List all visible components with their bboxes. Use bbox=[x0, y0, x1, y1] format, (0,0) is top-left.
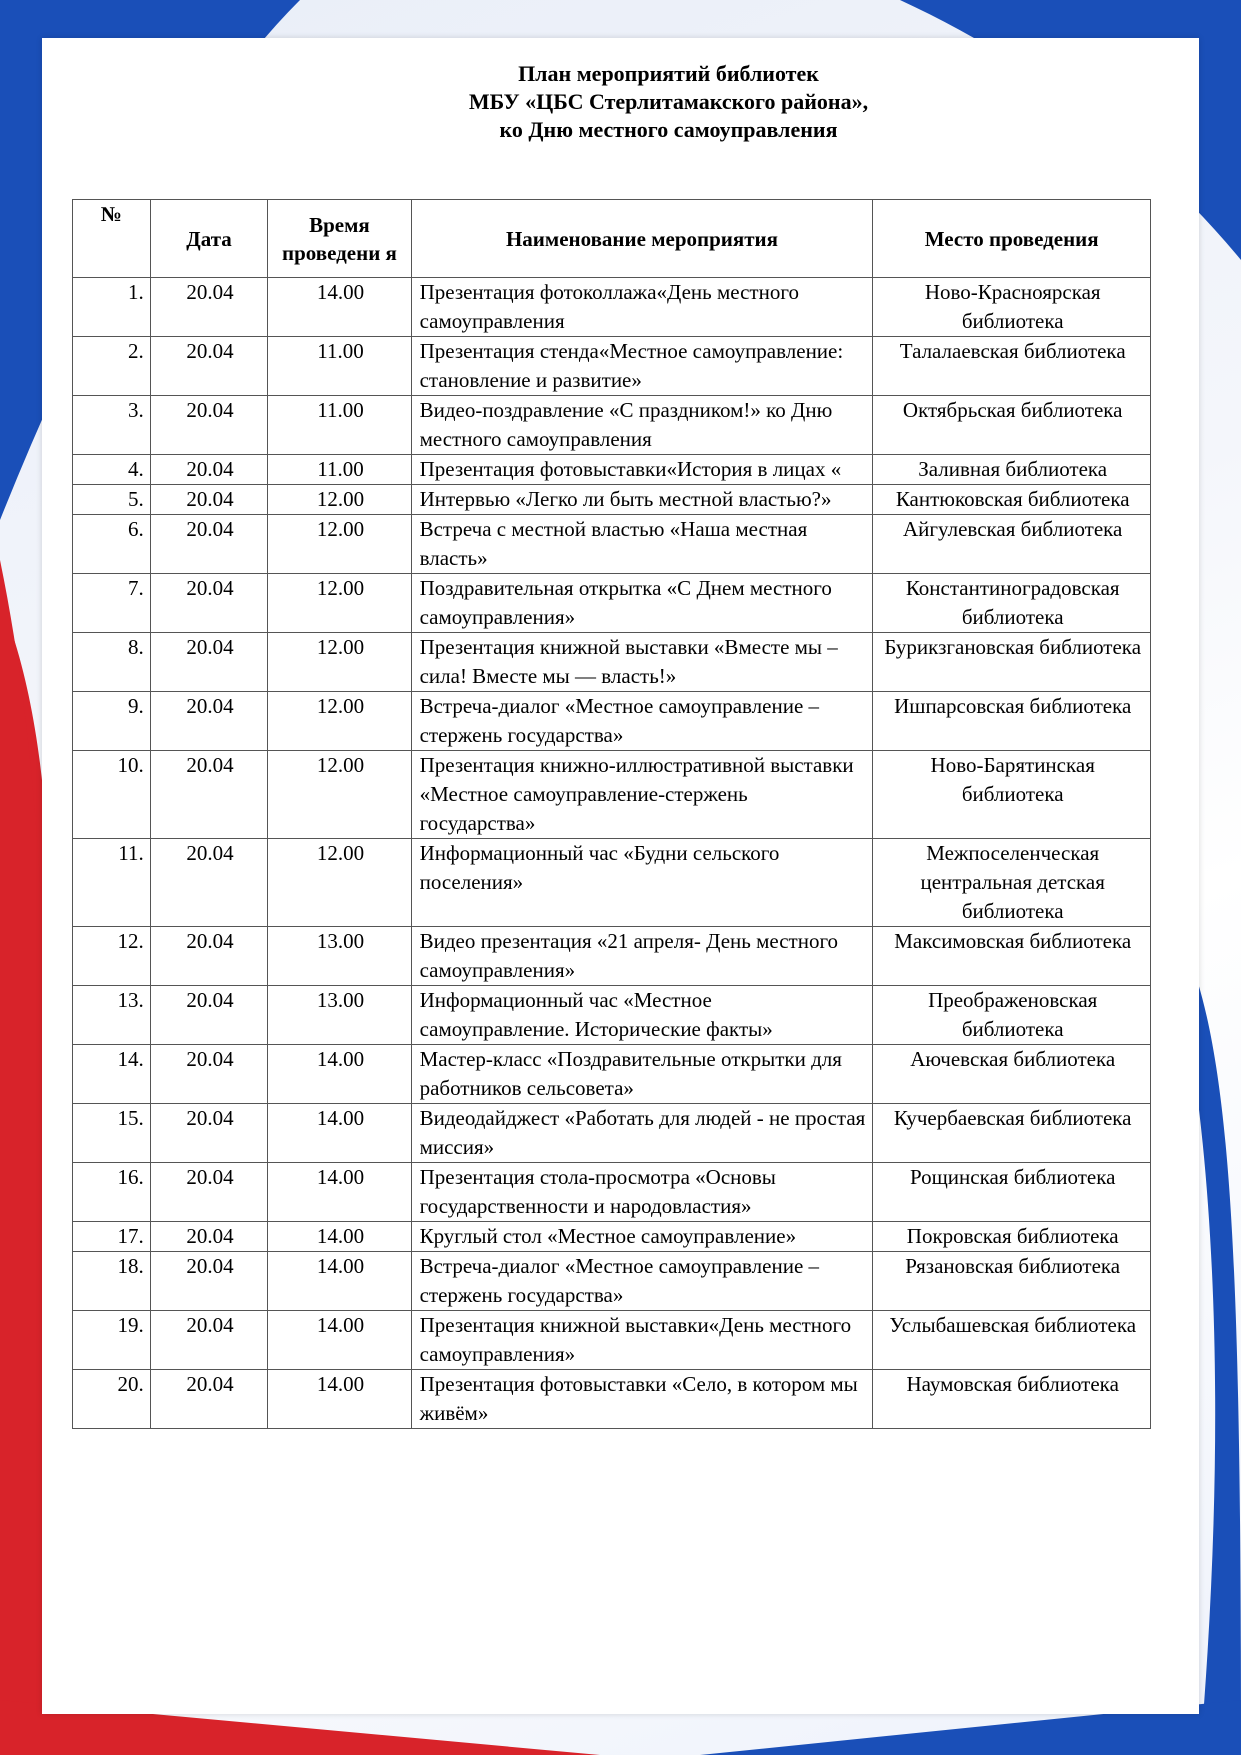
cell-name: Встреча с местной властью «Наша местная власть» bbox=[411, 515, 873, 574]
cell-place: Октябрьская библиотека bbox=[873, 396, 1151, 455]
cell-name: Видео презентация «21 апреля- День местного самоуправления» bbox=[411, 927, 873, 986]
cell-place: Максимовская библиотека bbox=[873, 927, 1151, 986]
cell-name: Презентация стенда«Местное самоуправление: становление и развитие» bbox=[411, 337, 873, 396]
cell-place: Рощинская библиотека bbox=[873, 1163, 1151, 1222]
table-row bbox=[73, 574, 1151, 633]
cell-date: 20.04 bbox=[150, 751, 268, 839]
table-row bbox=[73, 692, 1151, 751]
header-name: Наименование мероприятия bbox=[411, 200, 873, 278]
cell-date: 20.04 bbox=[150, 986, 268, 1045]
cell-place: Заливная библиотека bbox=[873, 455, 1151, 485]
cell-time: 12.00 bbox=[268, 751, 411, 839]
cell-place: Талалаевская библиотека bbox=[873, 337, 1151, 396]
cell-num: 13. bbox=[73, 986, 151, 1045]
cell-num: 1. bbox=[73, 278, 151, 337]
table-row bbox=[73, 1045, 1151, 1104]
cell-date: 20.04 bbox=[150, 337, 268, 396]
cell-num: 12. bbox=[73, 927, 151, 986]
cell-date: 20.04 bbox=[150, 574, 268, 633]
cell-name: Презентация книжной выставки «Вместе мы – сила! Вместе мы — власть!» bbox=[411, 633, 873, 692]
cell-date: 20.04 bbox=[150, 515, 268, 574]
cell-place: Бурикзгановская библиотека bbox=[873, 633, 1151, 692]
cell-time: 11.00 bbox=[268, 396, 411, 455]
cell-time: 12.00 bbox=[268, 515, 411, 574]
cell-num: 11. bbox=[73, 839, 151, 927]
cell-num: 4. bbox=[73, 455, 151, 485]
cell-num: 17. bbox=[73, 1222, 151, 1252]
cell-num: 15. bbox=[73, 1104, 151, 1163]
cell-date: 20.04 bbox=[150, 1045, 268, 1104]
cell-num: 10. bbox=[73, 751, 151, 839]
cell-place: Межпоселенческая центральная детская библиотека bbox=[873, 839, 1151, 927]
cell-num: 7. bbox=[73, 574, 151, 633]
cell-name: Презентация книжно-иллюстративной выставки «Местное самоуправление-стержень государства» bbox=[411, 751, 873, 839]
cell-place: Услыбашевская библиотека bbox=[873, 1311, 1151, 1370]
cell-time: 14.00 bbox=[268, 278, 411, 337]
table-row bbox=[73, 1222, 1151, 1252]
table-row bbox=[73, 633, 1151, 692]
cell-place: Ново-Барятинская библиотека bbox=[873, 751, 1151, 839]
cell-time: 12.00 bbox=[268, 633, 411, 692]
cell-place: Наумовская библиотека bbox=[873, 1370, 1151, 1429]
cell-name: Информационный час «Будни сельского поселения» bbox=[411, 839, 873, 927]
cell-name: Мастер-класс «Поздравительные открытки для работников сельсовета» bbox=[411, 1045, 873, 1104]
cell-time: 14.00 bbox=[268, 1163, 411, 1222]
cell-name: Встреча-диалог «Местное самоуправление – стержень государства» bbox=[411, 1252, 873, 1311]
table-header-row bbox=[73, 200, 1151, 278]
cell-date: 20.04 bbox=[150, 1370, 268, 1429]
cell-date: 20.04 bbox=[150, 455, 268, 485]
cell-name: Презентация фотовыставки«История в лицах « bbox=[411, 455, 873, 485]
cell-time: 14.00 bbox=[268, 1222, 411, 1252]
cell-place: Рязановская библиотека bbox=[873, 1252, 1151, 1311]
header-date: Дата bbox=[150, 200, 268, 278]
cell-date: 20.04 bbox=[150, 1104, 268, 1163]
cell-place: Айгулевская библиотека bbox=[873, 515, 1151, 574]
title-line-1: План мероприятий библиотек bbox=[518, 61, 819, 86]
cell-name: Презентация стола-просмотра «Основы государственности и народовластия» bbox=[411, 1163, 873, 1222]
cell-num: 16. bbox=[73, 1163, 151, 1222]
cell-num: 2. bbox=[73, 337, 151, 396]
cell-num: 20. bbox=[73, 1370, 151, 1429]
cell-name: Видеодайджест «Работать для людей - не простая миссия» bbox=[411, 1104, 873, 1163]
cell-name: Поздравительная открытка «С Днем местного самоуправления» bbox=[411, 574, 873, 633]
cell-name: Встреча-диалог «Местное самоуправление – стержень государства» bbox=[411, 692, 873, 751]
cell-time: 14.00 bbox=[268, 1252, 411, 1311]
table-row bbox=[73, 1370, 1151, 1429]
header-place: Место проведения bbox=[873, 200, 1151, 278]
cell-date: 20.04 bbox=[150, 1252, 268, 1311]
cell-date: 20.04 bbox=[150, 692, 268, 751]
cell-time: 13.00 bbox=[268, 986, 411, 1045]
cell-time: 14.00 bbox=[268, 1045, 411, 1104]
table-row bbox=[73, 1163, 1151, 1222]
document-sheet bbox=[42, 38, 1199, 1714]
cell-name: Видео-поздравление «С праздником!» ко Дню местного самоуправления bbox=[411, 396, 873, 455]
cell-time: 11.00 bbox=[268, 337, 411, 396]
cell-time: 11.00 bbox=[268, 455, 411, 485]
document-title bbox=[42, 60, 1241, 144]
table-row bbox=[73, 986, 1151, 1045]
cell-num: 18. bbox=[73, 1252, 151, 1311]
cell-time: 14.00 bbox=[268, 1370, 411, 1429]
table-row bbox=[73, 485, 1151, 515]
table-row bbox=[73, 927, 1151, 986]
cell-time: 12.00 bbox=[268, 692, 411, 751]
header-num: № bbox=[73, 200, 151, 278]
cell-date: 20.04 bbox=[150, 396, 268, 455]
table-row bbox=[73, 337, 1151, 396]
cell-name: Презентация фотовыставки «Село, в котором мы живём» bbox=[411, 1370, 873, 1429]
cell-name: Информационный час «Местное самоуправление. Исторические факты» bbox=[411, 986, 873, 1045]
cell-num: 8. bbox=[73, 633, 151, 692]
table-row bbox=[73, 1311, 1151, 1370]
title-line-2: МБУ «ЦБС Стерлитамакского района», bbox=[468, 89, 869, 114]
cell-place: Ново-Красноярская библиотека bbox=[873, 278, 1151, 337]
cell-time: 12.00 bbox=[268, 574, 411, 633]
cell-place: Константиноградовская библиотека bbox=[873, 574, 1151, 633]
cell-place: Ишпарсовская библиотека bbox=[873, 692, 1151, 751]
cell-time: 12.00 bbox=[268, 839, 411, 927]
title-line-3: ко Дню местного самоуправления bbox=[499, 117, 838, 142]
table-row bbox=[73, 515, 1151, 574]
cell-date: 20.04 bbox=[150, 633, 268, 692]
cell-num: 9. bbox=[73, 692, 151, 751]
cell-time: 12.00 bbox=[268, 485, 411, 515]
cell-num: 6. bbox=[73, 515, 151, 574]
table-row bbox=[73, 278, 1151, 337]
cell-place: Кантюковская библиотека bbox=[873, 485, 1151, 515]
events-table bbox=[72, 199, 1151, 1429]
cell-num: 5. bbox=[73, 485, 151, 515]
cell-date: 20.04 bbox=[150, 839, 268, 927]
cell-date: 20.04 bbox=[150, 927, 268, 986]
cell-name: Презентация книжной выставки«День местного самоуправления» bbox=[411, 1311, 873, 1370]
cell-place: Аючевская библиотека bbox=[873, 1045, 1151, 1104]
table-row bbox=[73, 455, 1151, 485]
cell-name: Круглый стол «Местное самоуправление» bbox=[411, 1222, 873, 1252]
cell-num: 19. bbox=[73, 1311, 151, 1370]
header-time: Время проведени я bbox=[268, 200, 411, 278]
table-row bbox=[73, 1104, 1151, 1163]
cell-name: Интервью «Легко ли быть местной властью?» bbox=[411, 485, 873, 515]
cell-date: 20.04 bbox=[150, 278, 268, 337]
cell-time: 14.00 bbox=[268, 1311, 411, 1370]
cell-date: 20.04 bbox=[150, 1222, 268, 1252]
cell-place: Кучербаевская библиотека bbox=[873, 1104, 1151, 1163]
table-body bbox=[73, 278, 1151, 1429]
cell-name: Презентация фотоколлажа«День местного самоуправления bbox=[411, 278, 873, 337]
cell-date: 20.04 bbox=[150, 1163, 268, 1222]
cell-place: Покровская библиотека bbox=[873, 1222, 1151, 1252]
cell-num: 3. bbox=[73, 396, 151, 455]
cell-num: 14. bbox=[73, 1045, 151, 1104]
table-row bbox=[73, 396, 1151, 455]
cell-time: 14.00 bbox=[268, 1104, 411, 1163]
table-row bbox=[73, 839, 1151, 927]
cell-place: Преображеновская библиотека bbox=[873, 986, 1151, 1045]
cell-date: 20.04 bbox=[150, 485, 268, 515]
table-row bbox=[73, 1252, 1151, 1311]
table-row bbox=[73, 751, 1151, 839]
cell-time: 13.00 bbox=[268, 927, 411, 986]
cell-date: 20.04 bbox=[150, 1311, 268, 1370]
